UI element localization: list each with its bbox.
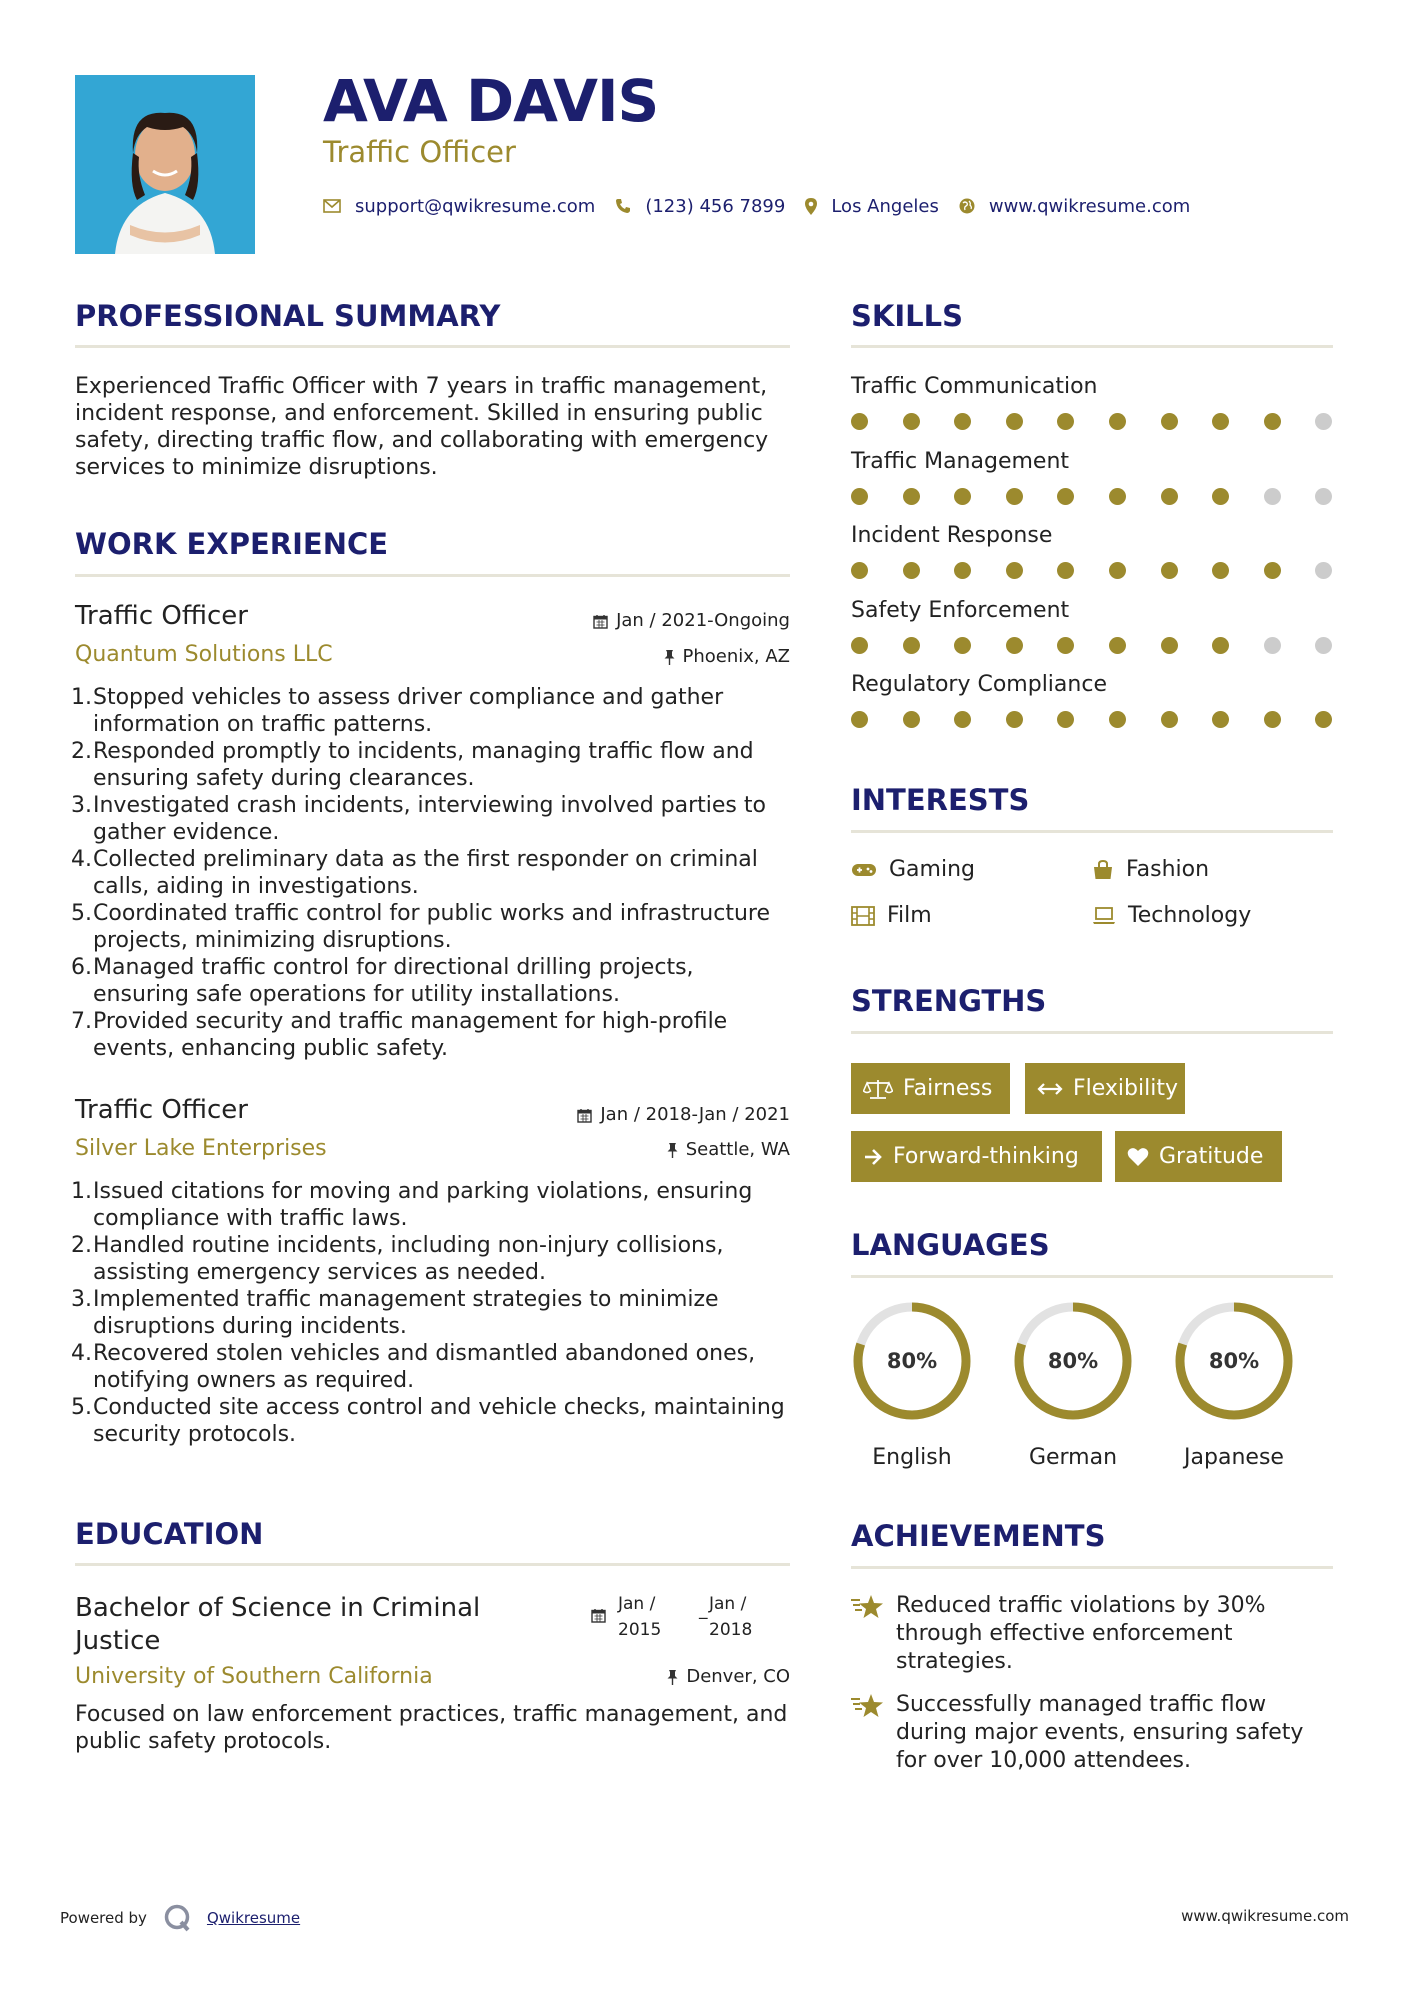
bullet-item (71, 1008, 795, 1062)
language-percent: 80% (1208, 1349, 1260, 1373)
bullet-item (71, 1394, 795, 1448)
rating-dot-filled (903, 637, 920, 654)
rating-dot-empty (1315, 637, 1332, 654)
rating-dot-filled (1161, 413, 1178, 430)
bullet-text: Handled routine incidents, including non-injury collisions, assisting emergency services as needed. (93, 1233, 724, 1285)
interest-item (851, 859, 975, 881)
bullet-text: Conducted site access control and vehicle checks, maintaining security protocols. (93, 1395, 785, 1447)
interest-label: Film (887, 903, 932, 928)
profile-photo (75, 75, 255, 254)
bullet-number: 2. (71, 739, 92, 764)
languages-heading: LANGUAGES (851, 1228, 1050, 1262)
summary-text: Experienced Traffic Officer with 7 years in traffic management, incident response, and enforcement. Skilled in ensuring public safety, directing traffic flow, and collaborating with emergency services to minimize disruptions. (75, 374, 769, 480)
bullet-item (71, 900, 795, 954)
film-icon (851, 906, 875, 926)
job-location-text: Phoenix, AZ (682, 646, 790, 667)
calendar-icon (577, 1108, 592, 1123)
job-dates-text: Jan / 2021-Ongoing (616, 610, 790, 631)
bullet-item (71, 1178, 795, 1232)
bullet-item (71, 1232, 795, 1286)
bullet-text: Collected preliminary data as the first responder on criminal calls, aiding in investigations. (93, 847, 758, 899)
pushpin-icon (664, 650, 675, 665)
interest-label: Fashion (1126, 857, 1210, 882)
job-location (667, 1141, 790, 1159)
gamepad-icon (851, 862, 877, 878)
bullet-text: Responded promptly to incidents, managing traffic flow and ensuring safety during clearances. (93, 739, 754, 791)
rating-dot-filled (1109, 488, 1126, 505)
job-dates (593, 612, 790, 630)
strength-tag (851, 1063, 1010, 1114)
rating-dot-filled (1057, 488, 1074, 505)
rating-dot-filled (1315, 711, 1332, 728)
globe-icon (959, 198, 975, 214)
summary-heading: PROFESSIONAL SUMMARY (75, 299, 501, 333)
language-name: English (872, 1445, 952, 1470)
bullet-item (71, 954, 795, 1008)
job-dates (577, 1106, 790, 1124)
bullet-text: Implemented traffic management strategies to minimize disruptions during incidents. (93, 1287, 719, 1339)
bullet-number: 5. (71, 901, 92, 926)
rating-dot-empty (1315, 562, 1332, 579)
date-separator: _ (699, 1600, 708, 1620)
rating-dot-filled (903, 413, 920, 430)
bullet-number: 7. (71, 1009, 92, 1034)
degree-title: Bachelor of Science in Criminal Justice (75, 1593, 481, 1656)
pushpin-icon (667, 1670, 678, 1685)
rating-dot-empty (1264, 488, 1281, 505)
education-dates (591, 1594, 791, 1644)
language-item (1012, 1300, 1134, 1470)
bullet-item (71, 1340, 795, 1394)
powered-by-text: Powered by (60, 1909, 147, 1927)
email-text[interactable]: support@qwikresume.com (355, 195, 596, 217)
rating-dot-filled (1109, 637, 1126, 654)
bullet-number: 6. (71, 955, 92, 980)
bullet-text: Investigated crash incidents, interviewing involved parties to gather evidence. (93, 793, 766, 845)
strengths-divider (851, 1031, 1333, 1034)
bullet-item (71, 792, 795, 846)
rating-dot-filled (1057, 637, 1074, 654)
achievements-divider (851, 1566, 1333, 1569)
interests-divider (851, 830, 1333, 833)
rating-dot-filled (1006, 711, 1023, 728)
bullet-number: 2. (71, 1233, 92, 1258)
envelope-icon (323, 199, 341, 213)
contact-email[interactable] (323, 196, 595, 217)
bullet-number: 4. (71, 1341, 92, 1366)
languages-divider (851, 1275, 1333, 1278)
rating-dot-filled (1006, 488, 1023, 505)
contact-website[interactable] (959, 196, 1190, 217)
star-achievement-icon (850, 1693, 884, 1727)
balance-scale-icon (863, 1078, 893, 1100)
summary-divider (75, 345, 790, 348)
bullet-item (71, 846, 795, 900)
skill-rating (851, 413, 1333, 431)
rating-dot-filled (903, 711, 920, 728)
education-heading: EDUCATION (75, 1517, 264, 1551)
rating-dot-filled (1264, 413, 1281, 430)
interest-label: Technology (1128, 903, 1252, 928)
bullet-item (71, 1286, 795, 1340)
skill-rating (851, 562, 1333, 580)
qwikresume-link[interactable]: Qwikresume (206, 1909, 301, 1927)
strength-label: Gratitude (1159, 1144, 1264, 1169)
star-achievement-icon (850, 1594, 884, 1628)
calendar-icon (591, 1608, 606, 1628)
skills-divider (851, 345, 1333, 348)
shopping-bag-icon (1092, 860, 1114, 880)
rating-dot-filled (1212, 488, 1229, 505)
rating-dot-filled (1057, 413, 1074, 430)
education-divider (75, 1563, 790, 1566)
rating-dot-filled (1006, 562, 1023, 579)
website-text[interactable]: www.qwikresume.com (988, 195, 1191, 217)
bullet-number: 5. (71, 1395, 92, 1420)
skill-name: Traffic Communication (851, 374, 1098, 399)
strengths-heading: STRENGTHS (851, 984, 1047, 1018)
education-location (667, 1668, 790, 1686)
laptop-icon (1092, 907, 1116, 925)
language-name: German (1028, 1445, 1118, 1470)
bullet-number: 4. (71, 847, 92, 872)
rating-dot-empty (1315, 488, 1332, 505)
rating-dot-empty (1315, 413, 1332, 430)
bullet-item (71, 684, 795, 738)
bullet-text: Provided security and traffic management for high-profile events, enhancing public safety. (93, 1009, 728, 1061)
job-bullets (71, 684, 795, 1062)
rating-dot-filled (954, 562, 971, 579)
rating-dot-filled (851, 637, 868, 654)
interest-item (1092, 905, 1251, 927)
language-name: Japanese (1184, 1445, 1284, 1470)
rating-dot-empty (1264, 637, 1281, 654)
interests-heading: INTERESTS (851, 783, 1030, 817)
strength-tag (1025, 1063, 1185, 1114)
achievement-item (850, 1691, 1330, 1775)
end-month: Jan / (709, 1594, 747, 1614)
achievement-text: Successfully managed traffic flow during major events, ensuring safety for over 10,000 attendees. (896, 1692, 1304, 1773)
candidate-role: Traffic Officer (323, 135, 516, 169)
job-title: Traffic Officer (75, 1095, 248, 1125)
bullet-item (71, 738, 795, 792)
bullet-text: Issued citations for moving and parking violations, ensuring compliance with traffic laws. (93, 1179, 753, 1231)
job-bullets (71, 1178, 795, 1448)
school-name: University of Southern California (75, 1664, 433, 1689)
end-year: 2018 (709, 1620, 753, 1640)
footer-website[interactable]: www.qwikresume.com (1181, 1907, 1349, 1925)
calendar-icon (593, 614, 608, 629)
phone-icon (615, 198, 631, 214)
bullet-text: Recovered stolen vehicles and dismantled abandoned ones, notifying owners as required. (93, 1341, 756, 1393)
rating-dot-filled (851, 562, 868, 579)
map-marker-icon (805, 198, 817, 215)
arrows-horizontal-icon (1037, 1082, 1063, 1096)
skill-name: Incident Response (851, 523, 1053, 548)
language-percent: 80% (886, 1349, 938, 1373)
job-dates-text: Jan / 2018-Jan / 2021 (600, 1104, 790, 1125)
footer-powered-by (60, 1904, 300, 1932)
rating-dot-filled (1212, 413, 1229, 430)
bullet-number: 1. (71, 685, 92, 710)
interest-label: Gaming (889, 857, 975, 882)
strength-label: Fairness (903, 1076, 993, 1101)
contact-phone[interactable] (615, 196, 785, 217)
start-year: 2015 (618, 1620, 662, 1640)
rating-dot-filled (1006, 637, 1023, 654)
candidate-name: AVA DAVIS (323, 67, 659, 135)
skill-name: Traffic Management (851, 448, 1070, 474)
rating-dot-filled (1161, 637, 1178, 654)
job-location-text: Seattle, WA (685, 1139, 790, 1160)
achievements-heading: ACHIEVEMENTS (851, 1519, 1106, 1553)
bullet-text: Coordinated traffic control for public works and infrastructure projects, minimizing disruptions. (93, 901, 770, 953)
rating-dot-filled (851, 488, 868, 505)
heart-icon (1127, 1147, 1149, 1167)
rating-dot-filled (1109, 562, 1126, 579)
strength-label: Flexibility (1073, 1076, 1178, 1101)
start-month: Jan / (618, 1594, 656, 1614)
phone-text[interactable]: (123) 456 7899 (645, 195, 786, 217)
contact-location (805, 196, 939, 217)
pushpin-icon (667, 1143, 678, 1158)
rating-dot-filled (1264, 562, 1281, 579)
job-location (664, 648, 791, 666)
qwikresume-logo-icon (163, 1904, 193, 1932)
bullet-text: Managed traffic control for directional drilling projects, ensuring safe operations for utility installations. (93, 955, 694, 1007)
profile-photo-image (75, 75, 255, 254)
bullet-text: Stopped vehicles to assess driver compliance and gather information on traffic patterns. (93, 685, 724, 737)
rating-dot-filled (954, 637, 971, 654)
interest-item (851, 905, 932, 927)
rating-dot-filled (1161, 562, 1178, 579)
skill-name: Safety Enforcement (851, 597, 1070, 623)
skill-rating (851, 711, 1333, 729)
strength-tag (851, 1131, 1102, 1182)
rating-dot-filled (954, 413, 971, 430)
education-location-text: Denver, CO (686, 1666, 790, 1687)
rating-dot-filled (954, 488, 971, 505)
bullet-number: 1. (71, 1179, 92, 1204)
skill-name: Regulatory Compliance (851, 672, 1107, 697)
job-title: Traffic Officer (75, 601, 248, 631)
company-name: Quantum Solutions LLC (75, 642, 333, 667)
rating-dot-filled (1212, 711, 1229, 728)
location-text: Los Angeles (831, 195, 939, 217)
rating-dot-filled (954, 711, 971, 728)
rating-dot-filled (1212, 562, 1229, 579)
company-name: Silver Lake Enterprises (75, 1136, 327, 1161)
rating-dot-filled (903, 562, 920, 579)
experience-divider (75, 574, 790, 577)
bullet-number: 3. (71, 1287, 92, 1312)
rating-dot-filled (1006, 413, 1023, 430)
rating-dot-filled (1212, 637, 1229, 654)
strength-tag (1115, 1131, 1282, 1182)
rating-dot-filled (903, 488, 920, 505)
language-percent: 80% (1047, 1349, 1099, 1373)
skill-rating (851, 637, 1333, 655)
rating-dot-filled (851, 711, 868, 728)
interest-item (1092, 859, 1209, 881)
rating-dot-filled (1161, 711, 1178, 728)
rating-dot-filled (1264, 711, 1281, 728)
skill-rating (851, 488, 1333, 506)
language-item (1173, 1300, 1295, 1470)
strength-label: Forward-thinking (893, 1144, 1079, 1169)
experience-heading: WORK EXPERIENCE (75, 527, 389, 561)
arrow-right-icon (863, 1148, 883, 1166)
language-item (851, 1300, 973, 1470)
bullet-number: 3. (71, 793, 92, 818)
achievement-item (850, 1592, 1330, 1676)
rating-dot-filled (1109, 413, 1126, 430)
rating-dot-filled (1161, 488, 1178, 505)
contact-bar (323, 193, 1210, 219)
rating-dot-filled (1109, 711, 1126, 728)
skills-heading: SKILLS (851, 299, 963, 333)
rating-dot-filled (1057, 562, 1074, 579)
achievement-text: Reduced traffic violations by 30% through effective enforcement strategies. (896, 1593, 1266, 1674)
rating-dot-filled (851, 413, 868, 430)
education-text: Focused on law enforcement practices, traffic management, and public safety protocols. (75, 1702, 788, 1754)
rating-dot-filled (1057, 711, 1074, 728)
